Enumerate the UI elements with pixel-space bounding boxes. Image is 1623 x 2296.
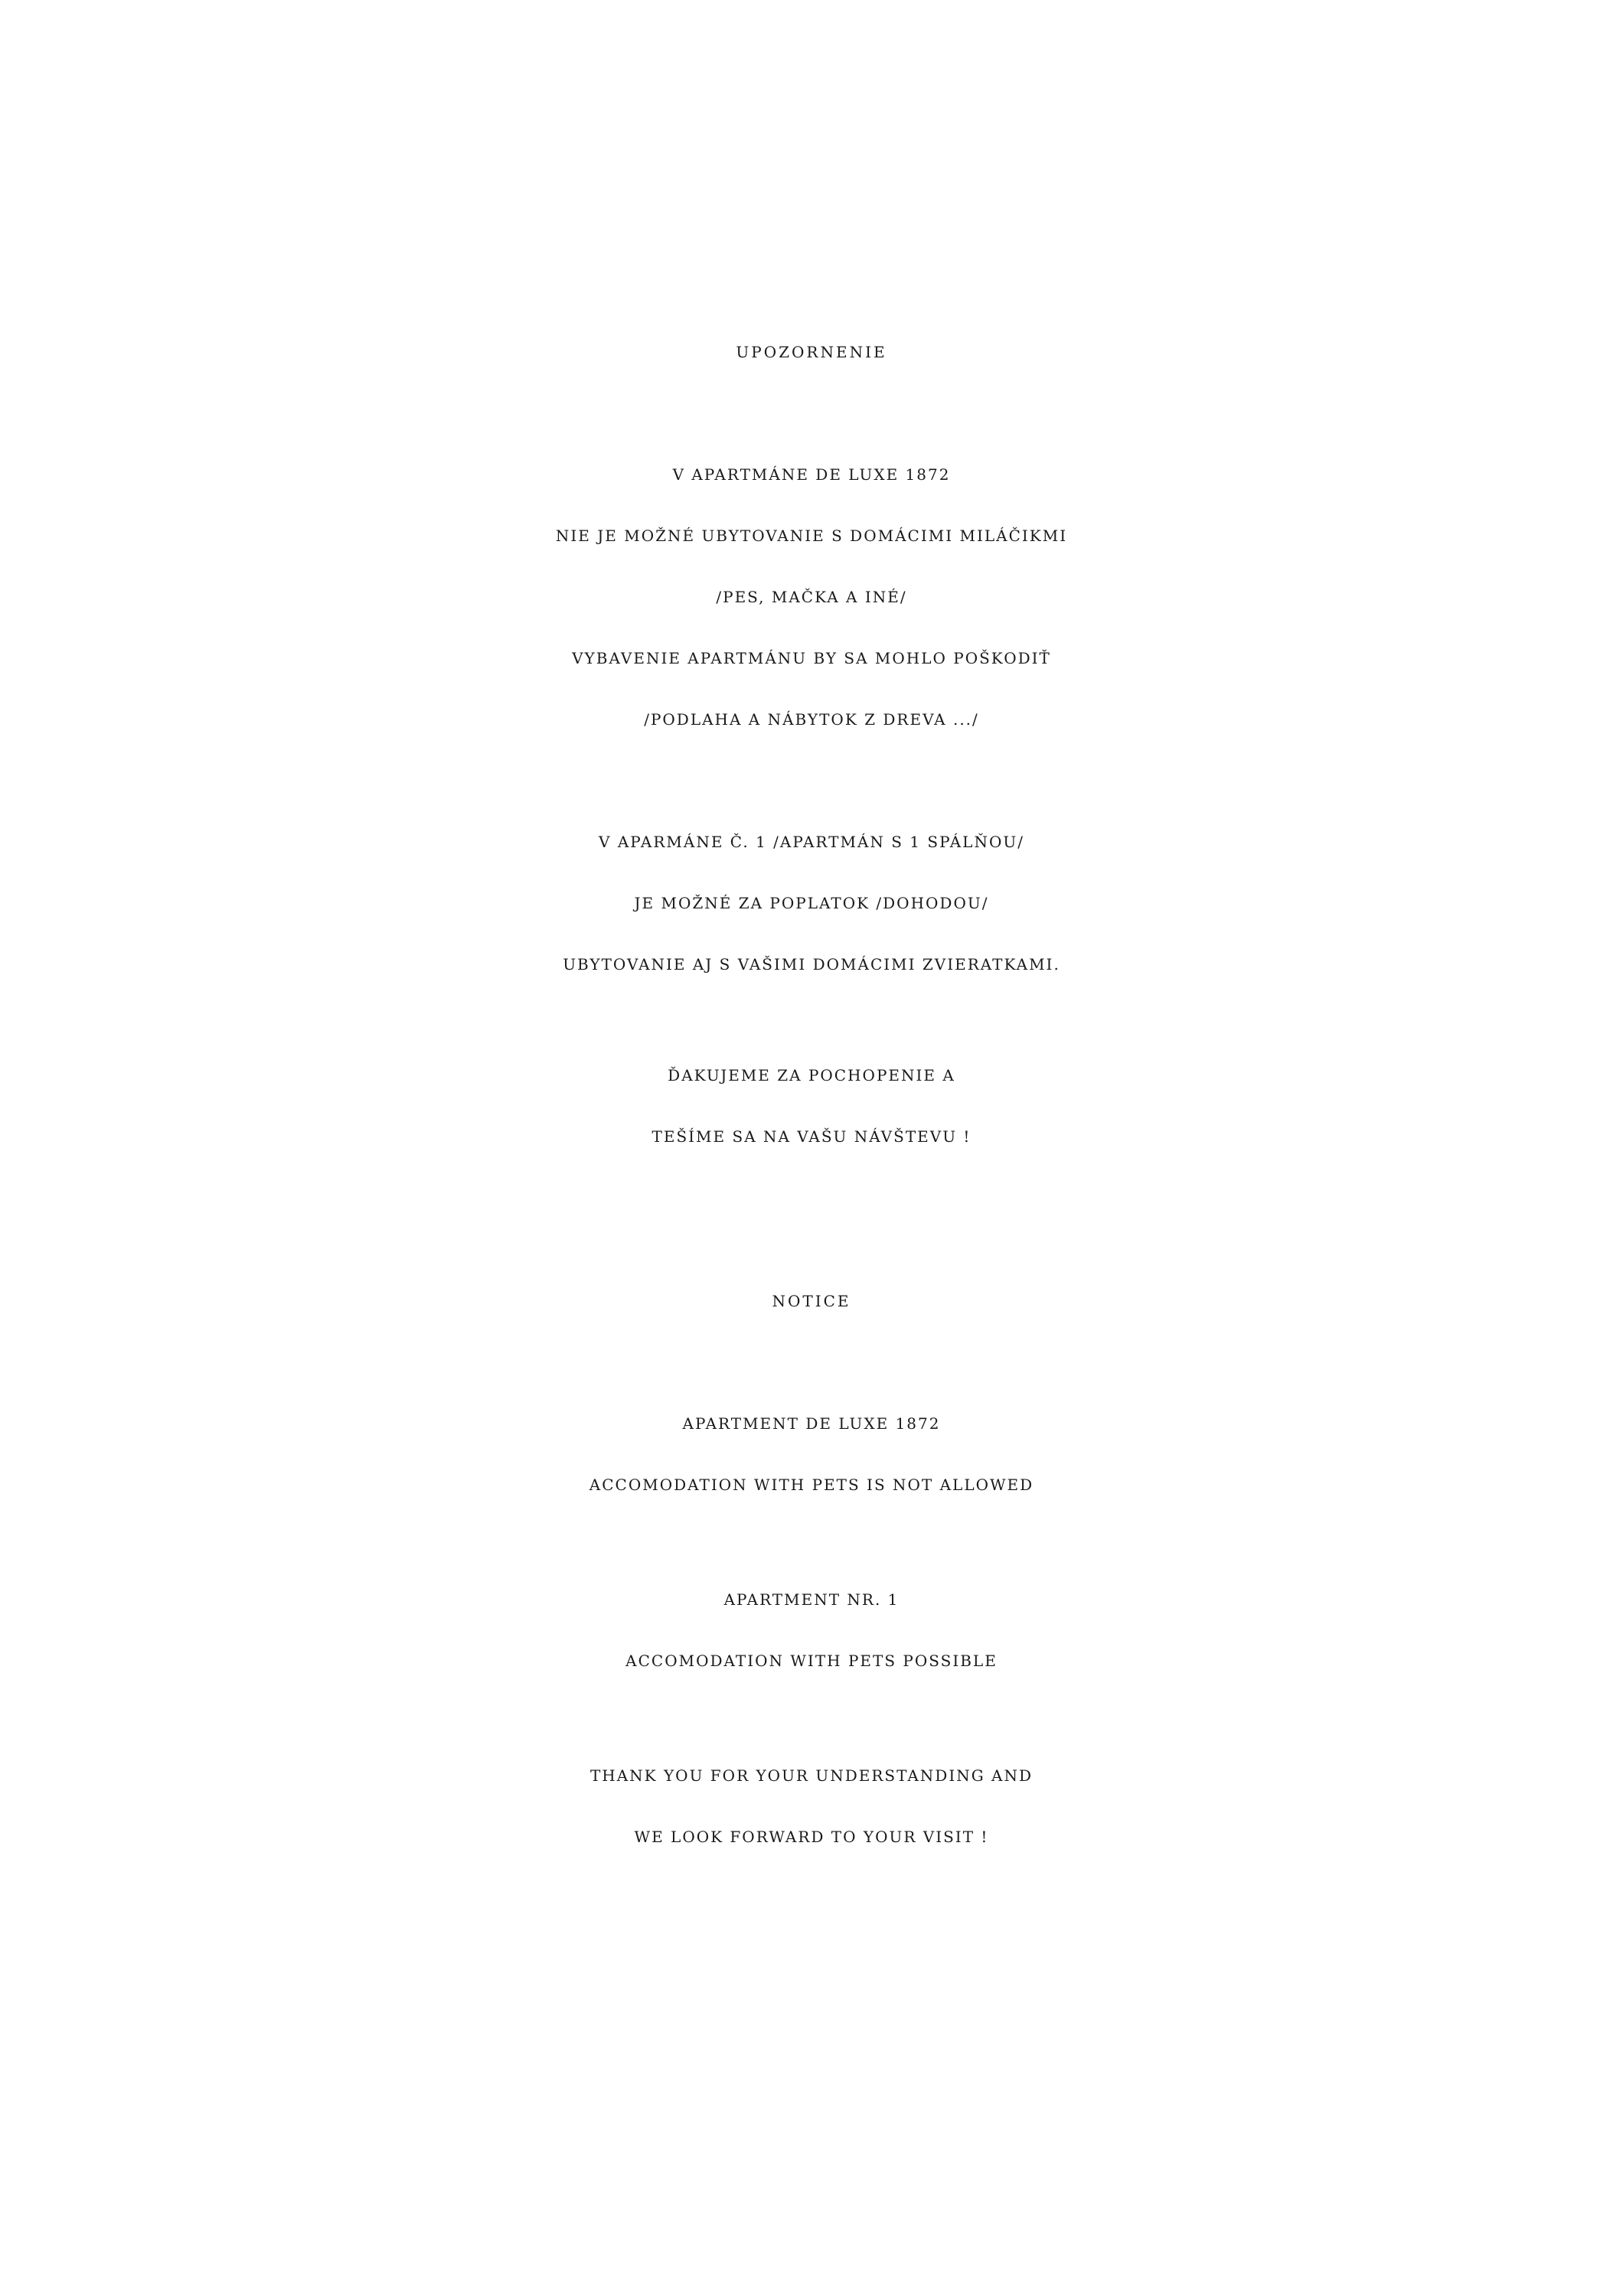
en-para3-line1: THANK YOU FOR YOUR UNDERSTANDING AND — [589, 1766, 1034, 1785]
en-para3-line2: WE LOOK FORWARD TO YOUR VISIT ! — [634, 1828, 989, 1846]
sk-para1-line1: V APARTMÁNE DE LUXE 1872 — [672, 465, 951, 484]
sk-para2-line2: JE MOŽNÉ ZA POPLATOK /DOHODOU/ — [634, 894, 989, 912]
en-para1-line2: ACCOMODATION WITH PETS IS NOT ALLOWED — [589, 1476, 1034, 1494]
sk-para3-line1: ĎAKUJEME ZA POCHOPENIE A — [668, 1066, 955, 1084]
en-para2-line2: ACCOMODATION WITH PETS POSSIBLE — [625, 1652, 998, 1670]
en-para2-line1: APARTMENT NR. 1 — [723, 1590, 900, 1609]
en-para1-line1: APARTMENT DE LUXE 1872 — [682, 1414, 941, 1433]
sk-para1-line5: /PODLAHA A NÁBYTOK Z DREVA .../ — [644, 710, 979, 729]
sk-para2-line3: UBYTOVANIE AJ S VAŠIMI DOMÁCIMI ZVIERATKAMI. — [563, 955, 1060, 974]
notice-title-sk: UPOZORNENIE — [736, 343, 887, 361]
notice-title-en: NOTICE — [772, 1292, 851, 1310]
sk-para1-line2: NIE JE MOŽNÉ UBYTOVANIE S DOMÁCIMI MILÁČIKMI — [555, 527, 1068, 545]
sk-para1-line3: /PES, MAČKA A INÉ/ — [716, 588, 907, 606]
sk-para2-line1: V APARMÁNE Č. 1 /APARTMÁN S 1 SPÁLŇOU/ — [599, 833, 1024, 851]
sk-para1-line4: VYBAVENIE APARTMÁNU BY SA MOHLO POŠKODIŤ — [572, 649, 1051, 667]
sk-para3-line2: TEŠÍME SA NA VAŠU NÁVŠTEVU ! — [651, 1127, 972, 1146]
